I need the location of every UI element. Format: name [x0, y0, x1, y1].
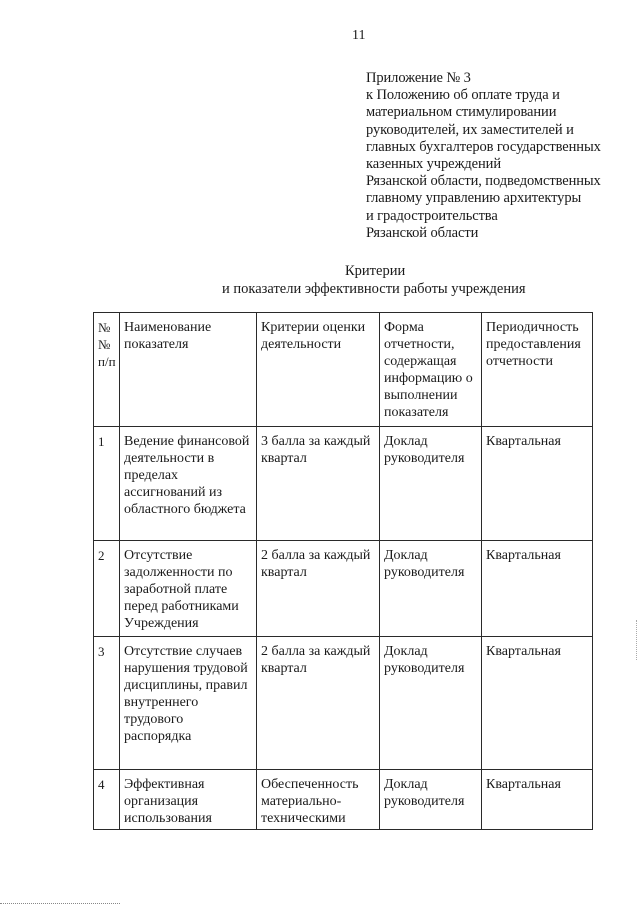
cell-form: Доклад руководителя: [380, 770, 482, 830]
title-line-2: и показатели эффективности работы учреждения: [222, 281, 526, 297]
cell-num: 2: [94, 541, 120, 637]
cell-period: Квартальная: [482, 541, 593, 637]
appendix-line: руководителей, их заместителей и: [366, 121, 574, 138]
appendix-line: материальном стимулировании: [366, 104, 557, 121]
cell-period: Квартальная: [482, 637, 593, 770]
cell-name: Отсутствие задолженности по заработной плате перед работниками Учреждения: [120, 541, 257, 637]
table-row: [94, 770, 593, 830]
cell-form: Доклад руководителя: [380, 637, 482, 770]
cell-period: Квартальная: [482, 770, 593, 830]
appendix-header: [366, 70, 626, 242]
header-num: № № п/п: [94, 313, 120, 427]
table-row: [94, 541, 593, 637]
header-period: Периодичность предоставления отчетности: [482, 313, 593, 427]
page-number: 11: [352, 28, 366, 43]
cell-name: Ведение финансовой деятельности в пределах ассигнований из областного бюджета: [120, 427, 257, 541]
cell-num: 4: [94, 770, 120, 830]
header-name: Наименование показателя: [120, 313, 257, 427]
cell-criteria: 2 балла за каждый квартал: [257, 541, 380, 637]
cell-criteria: Обеспеченность материально-техническими: [257, 770, 380, 830]
appendix-line: к Положению об оплате труда и: [366, 87, 560, 104]
table-row: [94, 427, 593, 541]
appendix-line: и градостроительства: [366, 207, 498, 224]
cell-form: Доклад руководителя: [380, 427, 482, 541]
appendix-line: Приложение № 3: [366, 70, 471, 86]
cell-criteria: 2 балла за каждый квартал: [257, 637, 380, 770]
appendix-line: главных бухгалтеров государственных: [366, 138, 601, 155]
title-line-1: Критерии: [345, 263, 406, 279]
cell-form: Доклад руководителя: [380, 541, 482, 637]
cell-criteria: 3 балла за каждый квартал: [257, 427, 380, 541]
appendix-line: казенных учреждений: [366, 156, 502, 173]
cell-name: Эффективная организация использования: [120, 770, 257, 830]
cell-num: 1: [94, 427, 120, 541]
cell-name: Отсутствие случаев нарушения трудовой дисциплины, правил внутреннего трудового распорядка: [120, 637, 257, 770]
table-row: [94, 637, 593, 770]
appendix-line: Рязанской области: [366, 224, 479, 241]
header-form: Форма отчетности, содержащая информацию о выполнении показателя: [380, 313, 482, 427]
appendix-line: Рязанской области, подведомственных: [366, 173, 601, 190]
criteria-table: [93, 312, 593, 830]
cell-period: Квартальная: [482, 427, 593, 541]
appendix-line: главному управлению архитектуры: [366, 190, 582, 207]
scan-edge-mark: [0, 903, 120, 904]
cell-num: 3: [94, 637, 120, 770]
header-criteria: Критерии оценки деятельности: [257, 313, 380, 427]
scan-edge-mark: [636, 620, 639, 660]
table-header-row: [94, 313, 593, 427]
